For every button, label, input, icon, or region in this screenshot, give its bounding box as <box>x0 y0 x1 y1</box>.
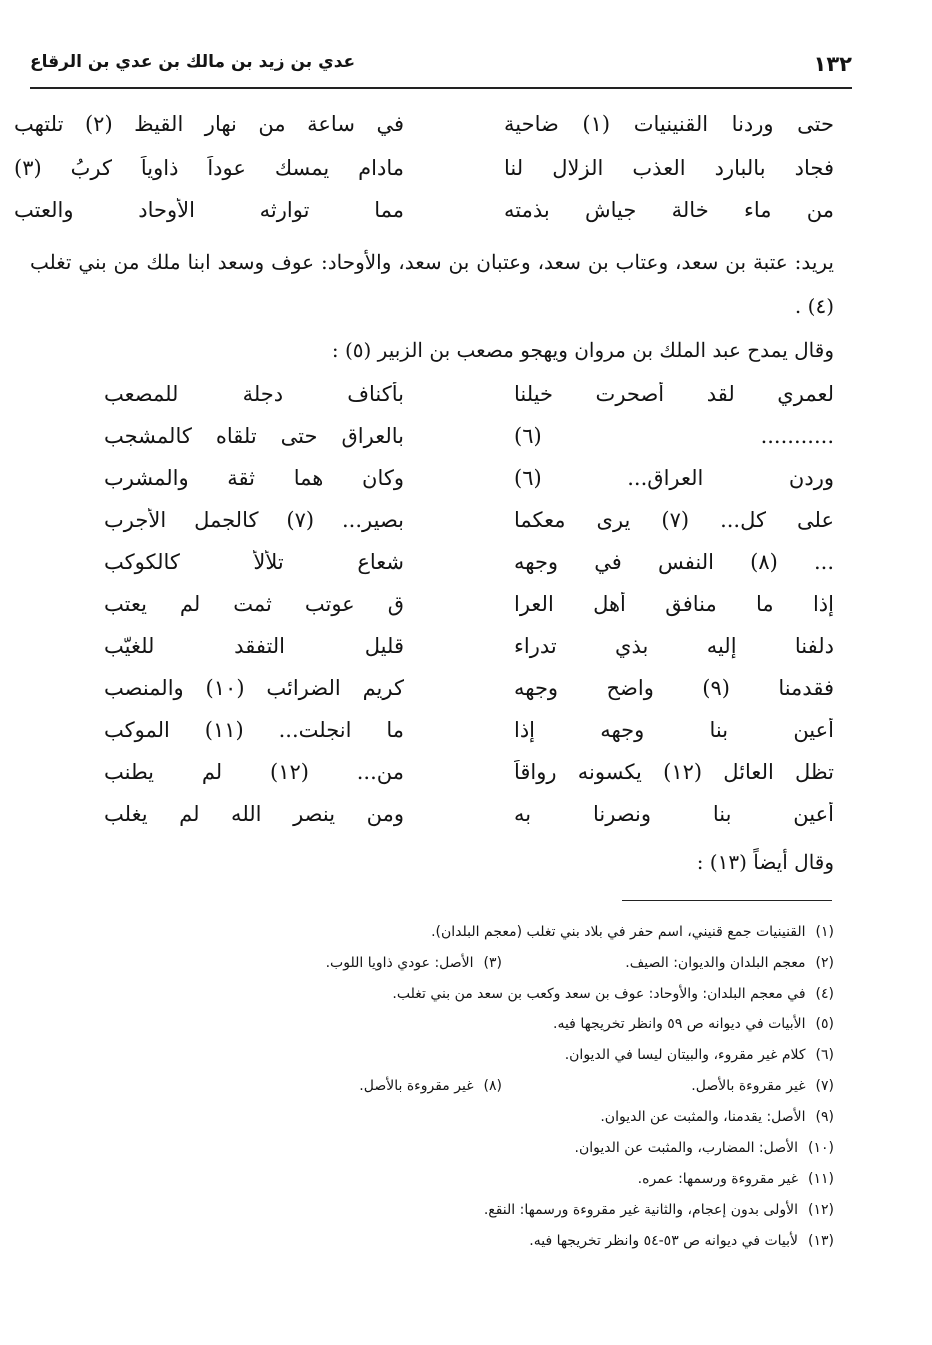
running-title: عدي بن زيد بن مالك بن عدي بن الرقاع <box>30 52 356 72</box>
footnote-number: (٣) <box>483 955 502 971</box>
verse-second-hemistich: قليل التفقد للغيّب <box>104 634 404 658</box>
footnote-text: غير مقروءة بالأصل. <box>359 1078 474 1094</box>
footnote-number: (٤) <box>815 986 834 1002</box>
verse-second-hemistich: وكان هما ثقة والمشرب <box>104 466 404 490</box>
poem-introduction: وقال أيضاً (١٣) : <box>696 850 834 874</box>
footnote-text: في معجم البلدان: والأوحاد: عوف بن سعد وكعب بن سعد من بني تغلب. <box>392 986 806 1002</box>
verse-second-hemistich: مما توارثه الأوحاد والعتب <box>14 198 404 222</box>
footnote-text: الأصل: عودي ذاويا اللوب. <box>325 955 474 971</box>
verse-second-hemistich: من... (١٢) لم يطنب <box>104 760 404 784</box>
prose-paragraph: يريد: عتبة بن سعد، وعتاب بن سعد، وعتبان بن سعد، والأوحاد: عوف وسعد ابنا ملك من بني تغلب (٤) . <box>30 250 834 318</box>
footnote-text: لأبيات في ديوانه ص ٥٣-٥٤ وانظر تخريجها فيه. <box>529 1233 799 1249</box>
verse-first-hemistich: حتى وردنا القنينيات (١) ضاحية <box>504 112 834 136</box>
verse-first-hemistich: إذا ما منافق أهل العرا <box>514 592 834 616</box>
verse-first-hemistich: ... (٨) النفس في وجهه <box>514 550 834 574</box>
footnote-text: القنينيات جمع قنيني، اسم حفر في بلاد بني تغلب (معجم البلدان). <box>431 924 806 940</box>
verse-first-hemistich: أعين بنا وجهه إذا <box>514 718 834 742</box>
footnote-number: (٩) <box>815 1109 834 1125</box>
header-rule <box>30 87 852 89</box>
verse-first-hemistich: فقدمنا (٩) واضح وجهه <box>514 676 834 700</box>
footnote <box>565 1047 834 1063</box>
footnote-number: (١٢) <box>808 1202 834 1218</box>
footnote-text: الأصل: المضارب، والمثبت عن الديوان. <box>574 1140 799 1156</box>
verse-second-hemistich: مادام يمسك عوداً ذاوياً كربُ (٣) <box>14 156 404 180</box>
footnote-number: (١١) <box>808 1171 834 1187</box>
verse-second-hemistich: بصير... (٧) كالجمل الأجرب <box>104 508 404 532</box>
verse-second-hemistich: في ساعة من نهار القيظ (٢) تلتهب <box>14 112 404 136</box>
verse-first-hemistich: أعين بنا ونصرنا به <box>514 802 834 826</box>
verse-first-hemistich: تظل العائل (١٢) يكسونه رواقاً <box>514 760 834 784</box>
footnote-number: (٦) <box>815 1047 834 1063</box>
footnote-text: الأصل: يقدمنا، والمثبت عن الديوان. <box>600 1109 806 1125</box>
verse-second-hemistich: ومن ينصر الله لم يغلب <box>104 802 404 826</box>
footnote <box>638 1171 834 1187</box>
footnote-number: (٥) <box>815 1016 834 1032</box>
footnote-text: غير مقروءة بالأصل. <box>691 1078 806 1094</box>
verse-second-hemistich: بالعراق حتى تلقاه كالمشجب <box>104 424 404 448</box>
verse-first-hemistich: ........... (٦) <box>514 424 834 448</box>
footnote-number: (١٠) <box>808 1140 834 1156</box>
verse-second-hemistich: ما انجلت... (١١) الموكب <box>104 718 404 742</box>
footnote <box>575 1140 834 1156</box>
verse-first-hemistich: فجاد بالبارد العذب الزلال لنا <box>504 156 834 180</box>
footnote <box>625 955 834 971</box>
page-header <box>30 46 852 86</box>
footnote-number: (٢) <box>815 955 834 971</box>
footnote <box>529 1233 834 1249</box>
footnote-text: الأبيات في ديوانه ص ٥٩ وانظر تخريجها فيه. <box>553 1016 806 1032</box>
verse-first-hemistich: دلفنا إليه بذي تدراء <box>514 634 834 658</box>
page-number: ١٣٢ <box>813 52 852 76</box>
footnote-text: كلام غير مقروء، والبيتان ليسا في الديوان. <box>564 1047 806 1063</box>
verse-second-hemistich: ق عوتب ثمت لم يعتب <box>104 592 404 616</box>
footnote <box>600 1109 834 1125</box>
footnote-text: الأولى بدون إعجام، والثانية غير مقروءة ورسمها: النقع. <box>483 1202 799 1218</box>
verse-first-hemistich: على كل... (٧) يرى معكما <box>514 508 834 532</box>
footnote <box>359 1078 502 1094</box>
footnote-number: (١) <box>815 924 834 940</box>
footnote <box>484 1202 834 1218</box>
footnote <box>553 1016 834 1032</box>
verse-second-hemistich: بأكناف دجلة للمصعب <box>104 382 404 406</box>
footnote-rule <box>622 900 832 901</box>
footnote-text: غير مقروءة ورسمها: عمره. <box>637 1171 799 1187</box>
footnote-number: (١٣) <box>808 1233 834 1249</box>
poem-introduction: وقال يمدح عبد الملك بن مروان ويهجو مصعب بن الزبير (٥) : <box>331 338 834 362</box>
footnote-text: معجم البلدان والديوان: الصيف. <box>625 955 806 971</box>
verse-first-hemistich: وردن العراق... (٦) <box>514 466 834 490</box>
verse-second-hemistich: كريم الضرائب (١٠) والمنصب <box>104 676 404 700</box>
footnote <box>392 986 834 1002</box>
verse-first-hemistich: لعمري لقد أصحرت خيلنا <box>514 382 834 406</box>
footnote-number: (٧) <box>815 1078 834 1094</box>
footnote-number: (٨) <box>483 1078 502 1094</box>
footnote <box>691 1078 834 1094</box>
footnote <box>431 924 834 940</box>
footnote <box>326 955 502 971</box>
verse-second-hemistich: شعاع تلألأ كالكوكب <box>104 550 404 574</box>
verse-first-hemistich: من ماء خالة جياش بذمته <box>504 198 834 222</box>
